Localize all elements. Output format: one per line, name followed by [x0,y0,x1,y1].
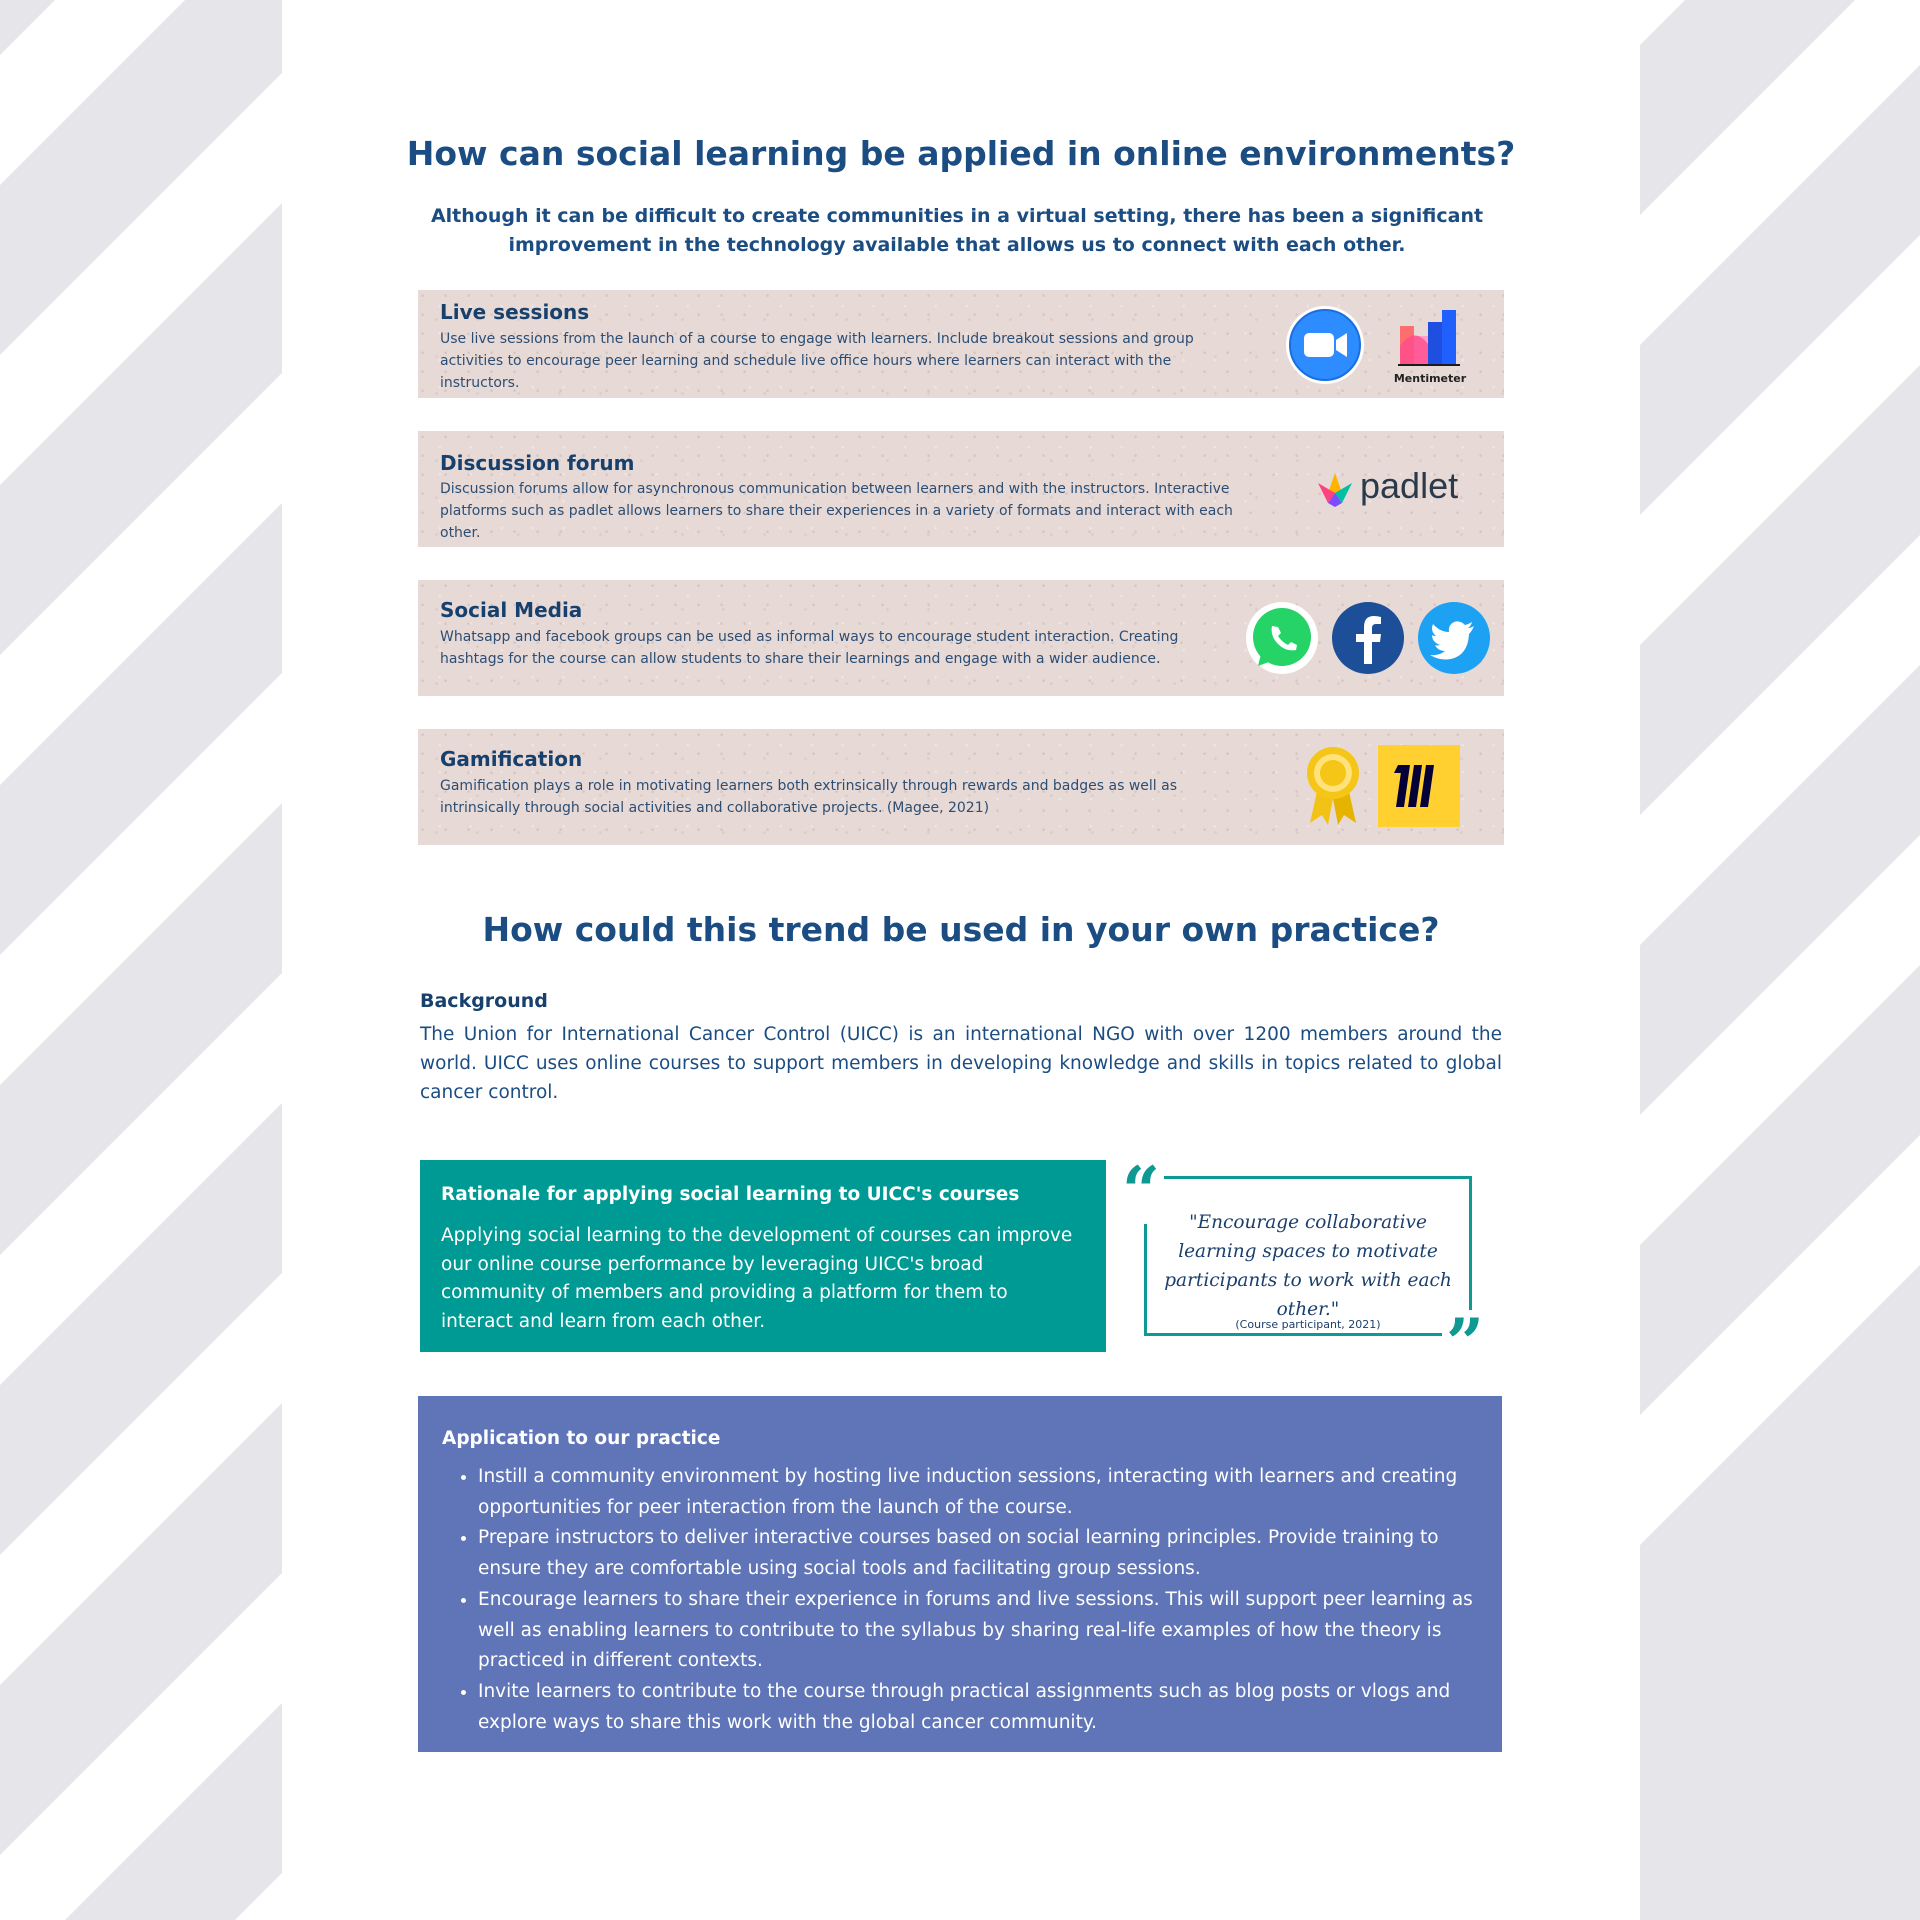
card-title: Discussion forum [440,451,635,475]
card-discussion-forum [418,431,1504,547]
list-item: • Prepare instructors to deliver interactive courses based on social learning principles. Provide training to ensure they are comfortable using social tools and facilitating group sessions. [478,1523,1498,1584]
application-title: Application to our practice [442,1428,721,1449]
whatsapp-icon [1244,600,1320,676]
close-quote-icon: ” [1442,1310,1488,1376]
zoom-icon [1284,304,1366,386]
rationale-text: Applying social learning to the development of courses can improve our online course performance by leveraging UICC's broad community of members and providing a platform for them to interact and learn from each other. [441,1225,1073,1332]
card-title: Gamification [440,747,583,771]
infographic-page [282,0,1640,1920]
background-text: The Union for International Cancer Control (UICC) is an international NGO with over 1200 members around the world. UICC uses online courses to support members in developing knowledge and skills in topics related to global cancer control. [420,1024,1502,1103]
facebook-icon [1330,600,1406,676]
quote-text: "Encourage collaborative learning spaces to motivate participants to work with each other." [1164,1212,1452,1320]
card-text: Discussion forums allow for asynchronous communication between learners and with the instructors. Interactive platforms such as padlet allows learners to share their experiences in a variety of formats and interact with each other. [440,481,1233,541]
list-item: • Instill a community environment by hosting live induction sessions, interacting with learners and creating opportunities for peer interaction from the launch of the course. [478,1462,1498,1523]
mentimeter-label: Mentimeter [1393,372,1467,385]
mentimeter-logo [1394,306,1464,370]
section-title-online-environments: How can social learning be applied in online environments? [406,134,1516,173]
application-box [418,1396,1502,1752]
miro-logo [1378,745,1460,827]
rationale-title: Rationale for applying social learning to UICC's courses [441,1184,1020,1205]
list-item: • Invite learners to contribute to the course through practical assignments such as blog posts or vlogs and explore ways to share this work with the global cancer community. [478,1677,1498,1738]
application-list [442,1462,1498,1738]
list-item: • Encourage learners to share their experience in forums and live sessions. This will support peer learning as well as enabling learners to contribute to the syllabus by sharing real-life examples of how the theory is practiced in different contexts. [478,1585,1498,1677]
twitter-icon [1416,600,1492,676]
background-title: Background [420,990,548,1012]
card-live-sessions [418,290,1504,398]
card-title: Social Media [440,598,583,622]
card-text: Use live sessions from the launch of a course to engage with learners. Include breakout sessions and group activities to encourage peer learning and schedule live office hours where learners can interact with the instructors. [440,331,1194,391]
padlet-wordmark: padlet [1360,465,1459,506]
card-text: Gamification plays a role in motivating learners both extrinsically through rewards and badges as well as intrinsically through social activities and collaborative projects. (Magee, 2021) [440,778,1177,816]
card-gamification [418,729,1504,845]
section-intro: Although it can be difficult to create communities in a virtual setting, there has been a significant improvement in the technology available that allows us to connect with each other. [430,205,1484,256]
open-quote-icon: “ [1118,1158,1164,1224]
padlet-logo-icon [1314,469,1356,511]
card-text: Whatsapp and facebook groups can be used as informal ways to encourage student interaction. Creating hashtags for the course can allow students to share their learnings and engage with a wider audience. [440,629,1179,667]
award-ribbon-icon [1302,743,1364,829]
card-social-media [418,580,1504,696]
card-title: Live sessions [440,300,590,324]
section-title-own-practice: How could this trend be used in your own practice? [482,910,1440,949]
rationale-box [420,1160,1106,1352]
quote-citation: (Course participant, 2021) [1235,1318,1381,1331]
